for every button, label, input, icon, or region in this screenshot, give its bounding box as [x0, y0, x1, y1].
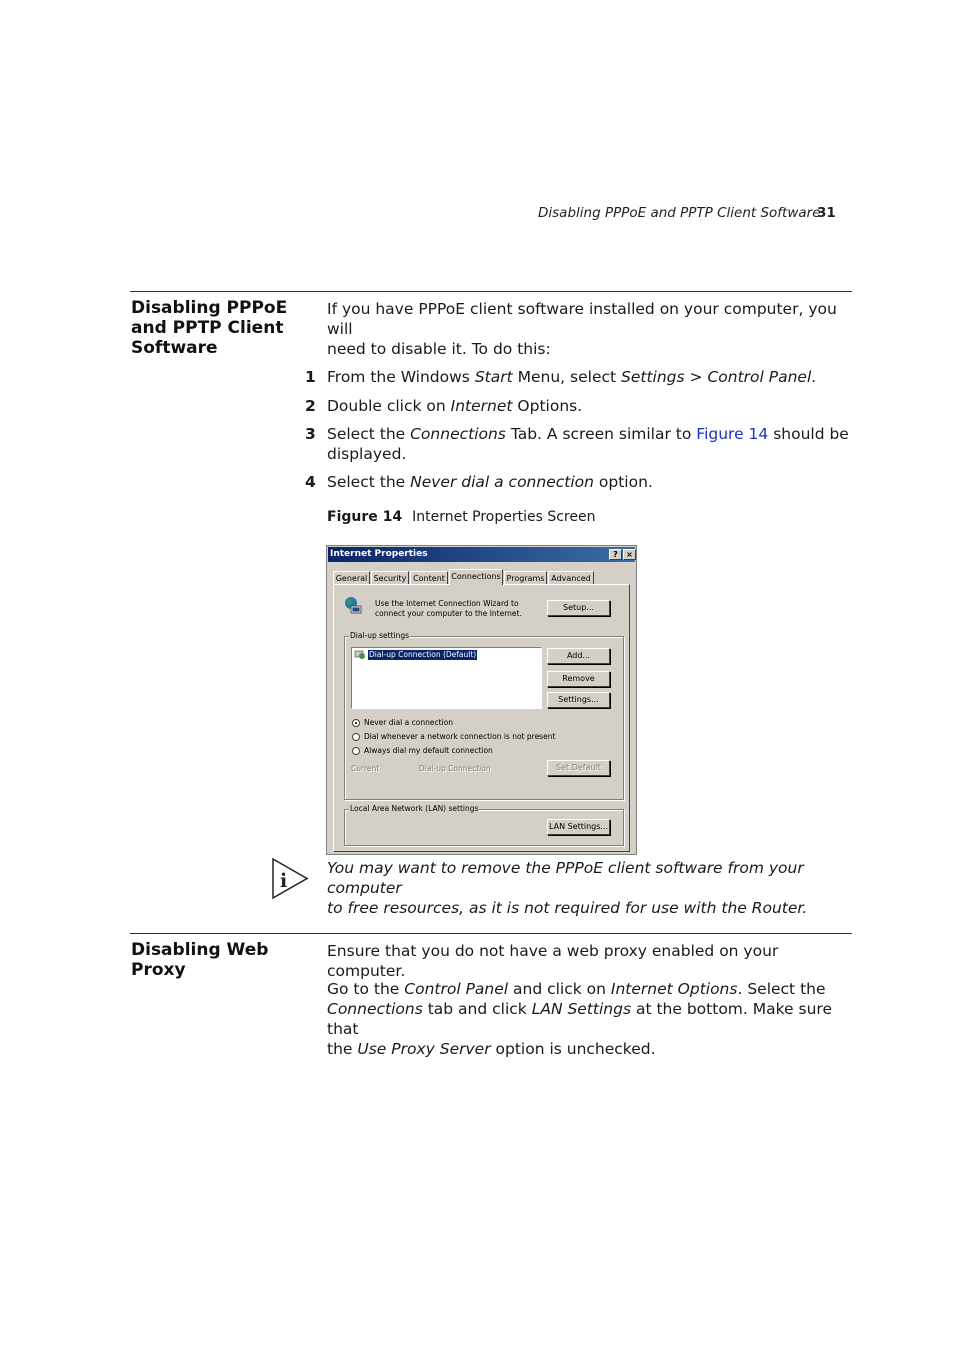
settings-button[interactable]: Settings...	[547, 692, 610, 708]
info-note-icon	[271, 857, 309, 900]
web-proxy-paragraph-2: Go to the Control Panel and click on Internet Options. Select the Connections tab and click LAN Settings at the bottom. Make sure that the Use Proxy Server option is unchecked.	[327, 980, 832, 1058]
connection-wizard-icon	[343, 596, 363, 616]
remove-button[interactable]: Remove	[547, 671, 610, 687]
radio-never-dial[interactable]	[352, 719, 360, 727]
tab-programs[interactable]: Programs	[504, 571, 547, 584]
web-proxy-paragraph-1: Ensure that you do not have a web proxy enabled on your computer.	[327, 942, 779, 980]
radio-dial-whenever-label: Dial whenever a network connection is not present	[364, 732, 556, 741]
step-text: From the Windows Start Menu, select Settings > Control Panel.	[327, 368, 817, 386]
step-text: Double click on Internet Options.	[327, 397, 583, 415]
running-header-title: Disabling PPPoE and PPTP Client Software	[538, 205, 821, 221]
dialup-connection-list[interactable]	[351, 647, 542, 709]
radio-never-dial-label: Never dial a connection	[364, 718, 453, 727]
section-divider	[130, 291, 852, 292]
lan-settings-button[interactable]: LAN Settings...	[547, 819, 610, 835]
dialog-title: Internet Properties	[330, 549, 428, 559]
dialup-group-label: Dial-up settings	[350, 631, 410, 640]
set-default-button[interactable]: Set Default	[547, 760, 610, 776]
step-number: 3	[305, 425, 316, 443]
help-button[interactable]: ?	[609, 549, 622, 560]
step-number: 2	[305, 397, 316, 415]
page-number: 31	[817, 205, 836, 221]
step-text: Select the Never dial a connection option.	[327, 473, 653, 491]
section-heading-web-proxy: Disabling Web Proxy	[131, 940, 269, 980]
step-number: 4	[305, 473, 316, 491]
tab-advanced[interactable]: Advanced	[548, 571, 594, 584]
dialog-titlebar	[328, 547, 635, 562]
lan-group-label: Local Area Network (LAN) settings	[350, 804, 479, 813]
section-heading-pppoe: Disabling PPPoE and PPTP Client Software	[131, 298, 288, 358]
current-value: Dial-up Connection	[419, 764, 491, 773]
note-text: You may want to remove the PPPoE client software from your computer to free resources, as it is not required for use with the Router.	[327, 859, 808, 917]
add-button[interactable]: Add...	[547, 648, 610, 664]
svg-text:i: i	[280, 870, 288, 892]
intro-paragraph: If you have PPPoE client software installed on your computer, you will need to disable it. To do this:	[327, 300, 837, 358]
connections-panel	[333, 584, 630, 852]
wizard-text: connect your computer to the Internet.	[375, 609, 522, 618]
current-label: Current	[351, 764, 380, 773]
radio-always-dial[interactable]	[352, 747, 360, 755]
close-button[interactable]: ×	[623, 549, 636, 560]
dialup-connection-item[interactable]: Dial-up Connection (Default)	[369, 650, 477, 659]
setup-button[interactable]: Setup...	[547, 600, 610, 616]
radio-dial-whenever[interactable]	[352, 733, 360, 741]
figure-caption: Figure 14 Internet Properties Screen	[327, 509, 596, 525]
figure-14-link[interactable]: Figure 14	[696, 425, 769, 443]
radio-always-dial-label: Always dial my default connection	[364, 746, 493, 755]
wizard-text: Use the Internet Connection Wizard to	[375, 599, 519, 608]
tab-content[interactable]: Content	[410, 571, 448, 584]
section-divider	[130, 933, 852, 934]
tab-security[interactable]: Security	[371, 571, 409, 584]
dialup-connection-icon	[354, 650, 366, 660]
internet-properties-dialog	[326, 545, 637, 855]
step-number: 1	[305, 368, 316, 386]
tab-connections[interactable]: Connections	[449, 569, 503, 585]
tab-general[interactable]: General	[333, 571, 370, 584]
step-text: Select the Connections Tab. A screen similar to Figure 14 should be displayed.	[327, 425, 849, 463]
